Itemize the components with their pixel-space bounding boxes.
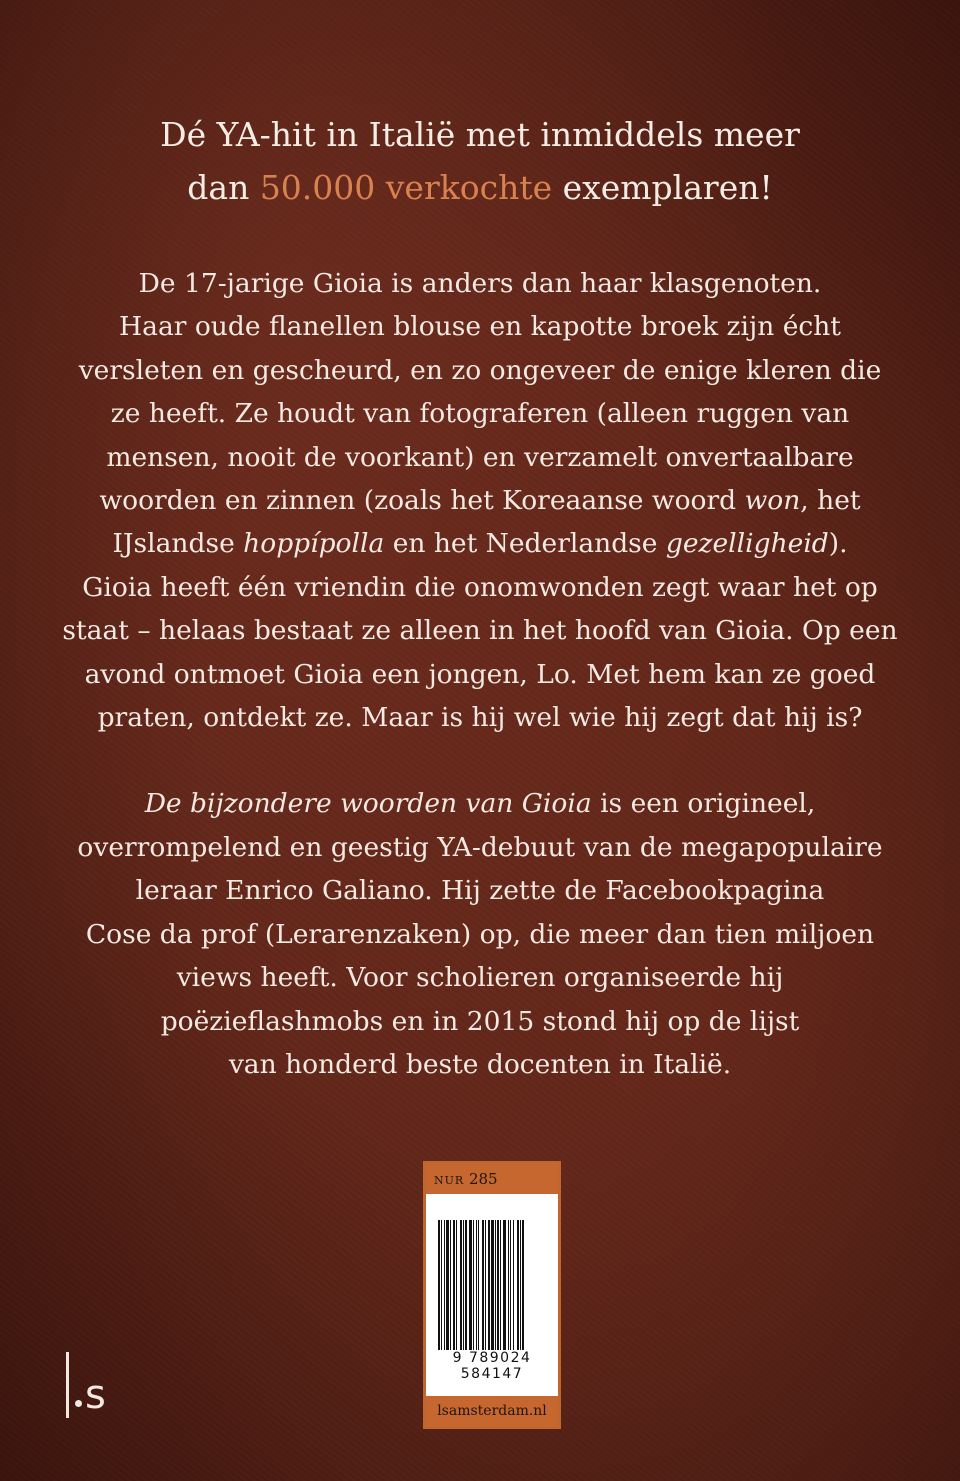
blurb-paragraph-1	[50, 262, 910, 739]
barcode-bar	[513, 1220, 514, 1350]
blurb-line: van honderd beste docenten in Italië.	[228, 1048, 732, 1080]
barcode-bars	[436, 1220, 548, 1350]
blurb-line: mensen, nooit de voorkant) en verzamelt onvertaalbare	[106, 441, 854, 473]
barcode-bar	[508, 1220, 509, 1350]
blurb-line: ze heeft. Ze houdt van fotograferen (alleen ruggen van	[110, 398, 850, 430]
barcode-bar	[463, 1220, 464, 1350]
logo-dot	[75, 1400, 82, 1407]
blurb-paragraph-2	[50, 782, 910, 1086]
sales-highlight: 50.000 verkochte	[259, 168, 553, 207]
blurb-line: leraar Enrico Galiano. Hij zette de Facebookpagina	[135, 875, 825, 907]
blurb-line: avond ontmoet Gioia een jongen, Lo. Met hem kan ze goed	[84, 658, 876, 690]
publisher-logo	[56, 1352, 126, 1427]
barcode-bar	[444, 1220, 445, 1350]
word-gezelligheid: gezelligheid	[665, 528, 829, 560]
barcode-bar	[488, 1220, 490, 1350]
logo-letter: s	[85, 1372, 106, 1418]
tagline-line-1: Dé YA-hit in Italië met inmiddels meer	[160, 115, 800, 154]
barcode-bar	[517, 1220, 519, 1350]
barcode-bar	[485, 1220, 486, 1350]
blurb-line: woorden en zinnen (zoals het Koreaanse woord won, het	[99, 485, 861, 517]
barcode-bar	[482, 1220, 484, 1350]
barcode-bar	[520, 1220, 521, 1350]
tagline	[0, 108, 960, 214]
word-hoppipolla: hoppípolla	[243, 528, 385, 560]
tagline-line-2: dan 50.000 verkochte exemplaren!	[187, 168, 773, 207]
blurb-line: poëzieflashmobs en in 2015 stond hij op de lijst	[160, 1005, 800, 1037]
barcode-bar	[456, 1220, 457, 1350]
nur-code: NUR 285	[426, 1164, 558, 1194]
barcode-bar	[446, 1220, 449, 1350]
barcode-bar	[450, 1220, 451, 1350]
blurb-line: IJslandse hoppípolla en het Nederlandse gezelligheid).	[112, 528, 848, 560]
barcode-bar	[522, 1220, 524, 1350]
barcode-graphic	[436, 1220, 548, 1350]
barcode-bar	[495, 1220, 496, 1350]
blurb-line: Cose da prof (Lerarenzaken) op, die meer dan tien miljoen	[85, 918, 875, 950]
book-title-mention: De bijzondere woorden van Gioia	[144, 788, 592, 820]
blurb-line: Haar oude flanellen blouse en kapotte broek zijn écht	[119, 311, 841, 343]
barcode-bar	[497, 1220, 499, 1350]
isbn-number: 9 789024 584147	[452, 1350, 532, 1382]
blurb-line: De 17-jarige Gioia is anders dan haar klasgenoten.	[138, 268, 822, 299]
blurb-line: De bijzondere woorden van Gioia is een origineel,	[144, 788, 816, 820]
barcode-bar	[465, 1220, 467, 1350]
barcode-bar	[491, 1220, 494, 1350]
barcode-bar	[438, 1220, 440, 1350]
blurb-line: praten, ontdekt ze. Maar is hij wel wie hij zegt dat hij is?	[97, 702, 863, 734]
blurb-line: overrompelend en geestig YA-debuut van de megapopulaire	[77, 831, 883, 863]
barcode-label	[426, 1164, 558, 1426]
word-won: won	[744, 485, 801, 517]
barcode-bar	[476, 1220, 477, 1350]
blurb-line: views heeft. Voor scholieren organiseerde hij	[176, 962, 784, 994]
blurb	[50, 262, 910, 1086]
barcode-bar	[453, 1220, 455, 1350]
blurb-line: staat – helaas bestaat ze alleen in het hoofd van Gioia. Op een	[62, 615, 898, 647]
barcode-bar	[510, 1220, 511, 1350]
blurb-line: Gioia heeft één vriendin die onomwonden zegt waar het op	[82, 571, 878, 603]
barcode-bar	[478, 1220, 479, 1350]
barcode-bar	[441, 1220, 442, 1350]
barcode-bar	[503, 1220, 506, 1350]
logo-bar	[66, 1352, 69, 1418]
blurb-line: versleten en gescheurd, en zo ongeveer de enige kleren die	[78, 354, 882, 386]
barcode-bar	[500, 1220, 501, 1350]
barcode-bar	[460, 1220, 462, 1350]
barcode-bar	[473, 1220, 474, 1350]
publisher-website: lsamsterdam.nl	[426, 1396, 558, 1426]
paragraph-gap	[50, 739, 910, 782]
barcode-bar	[469, 1220, 472, 1350]
